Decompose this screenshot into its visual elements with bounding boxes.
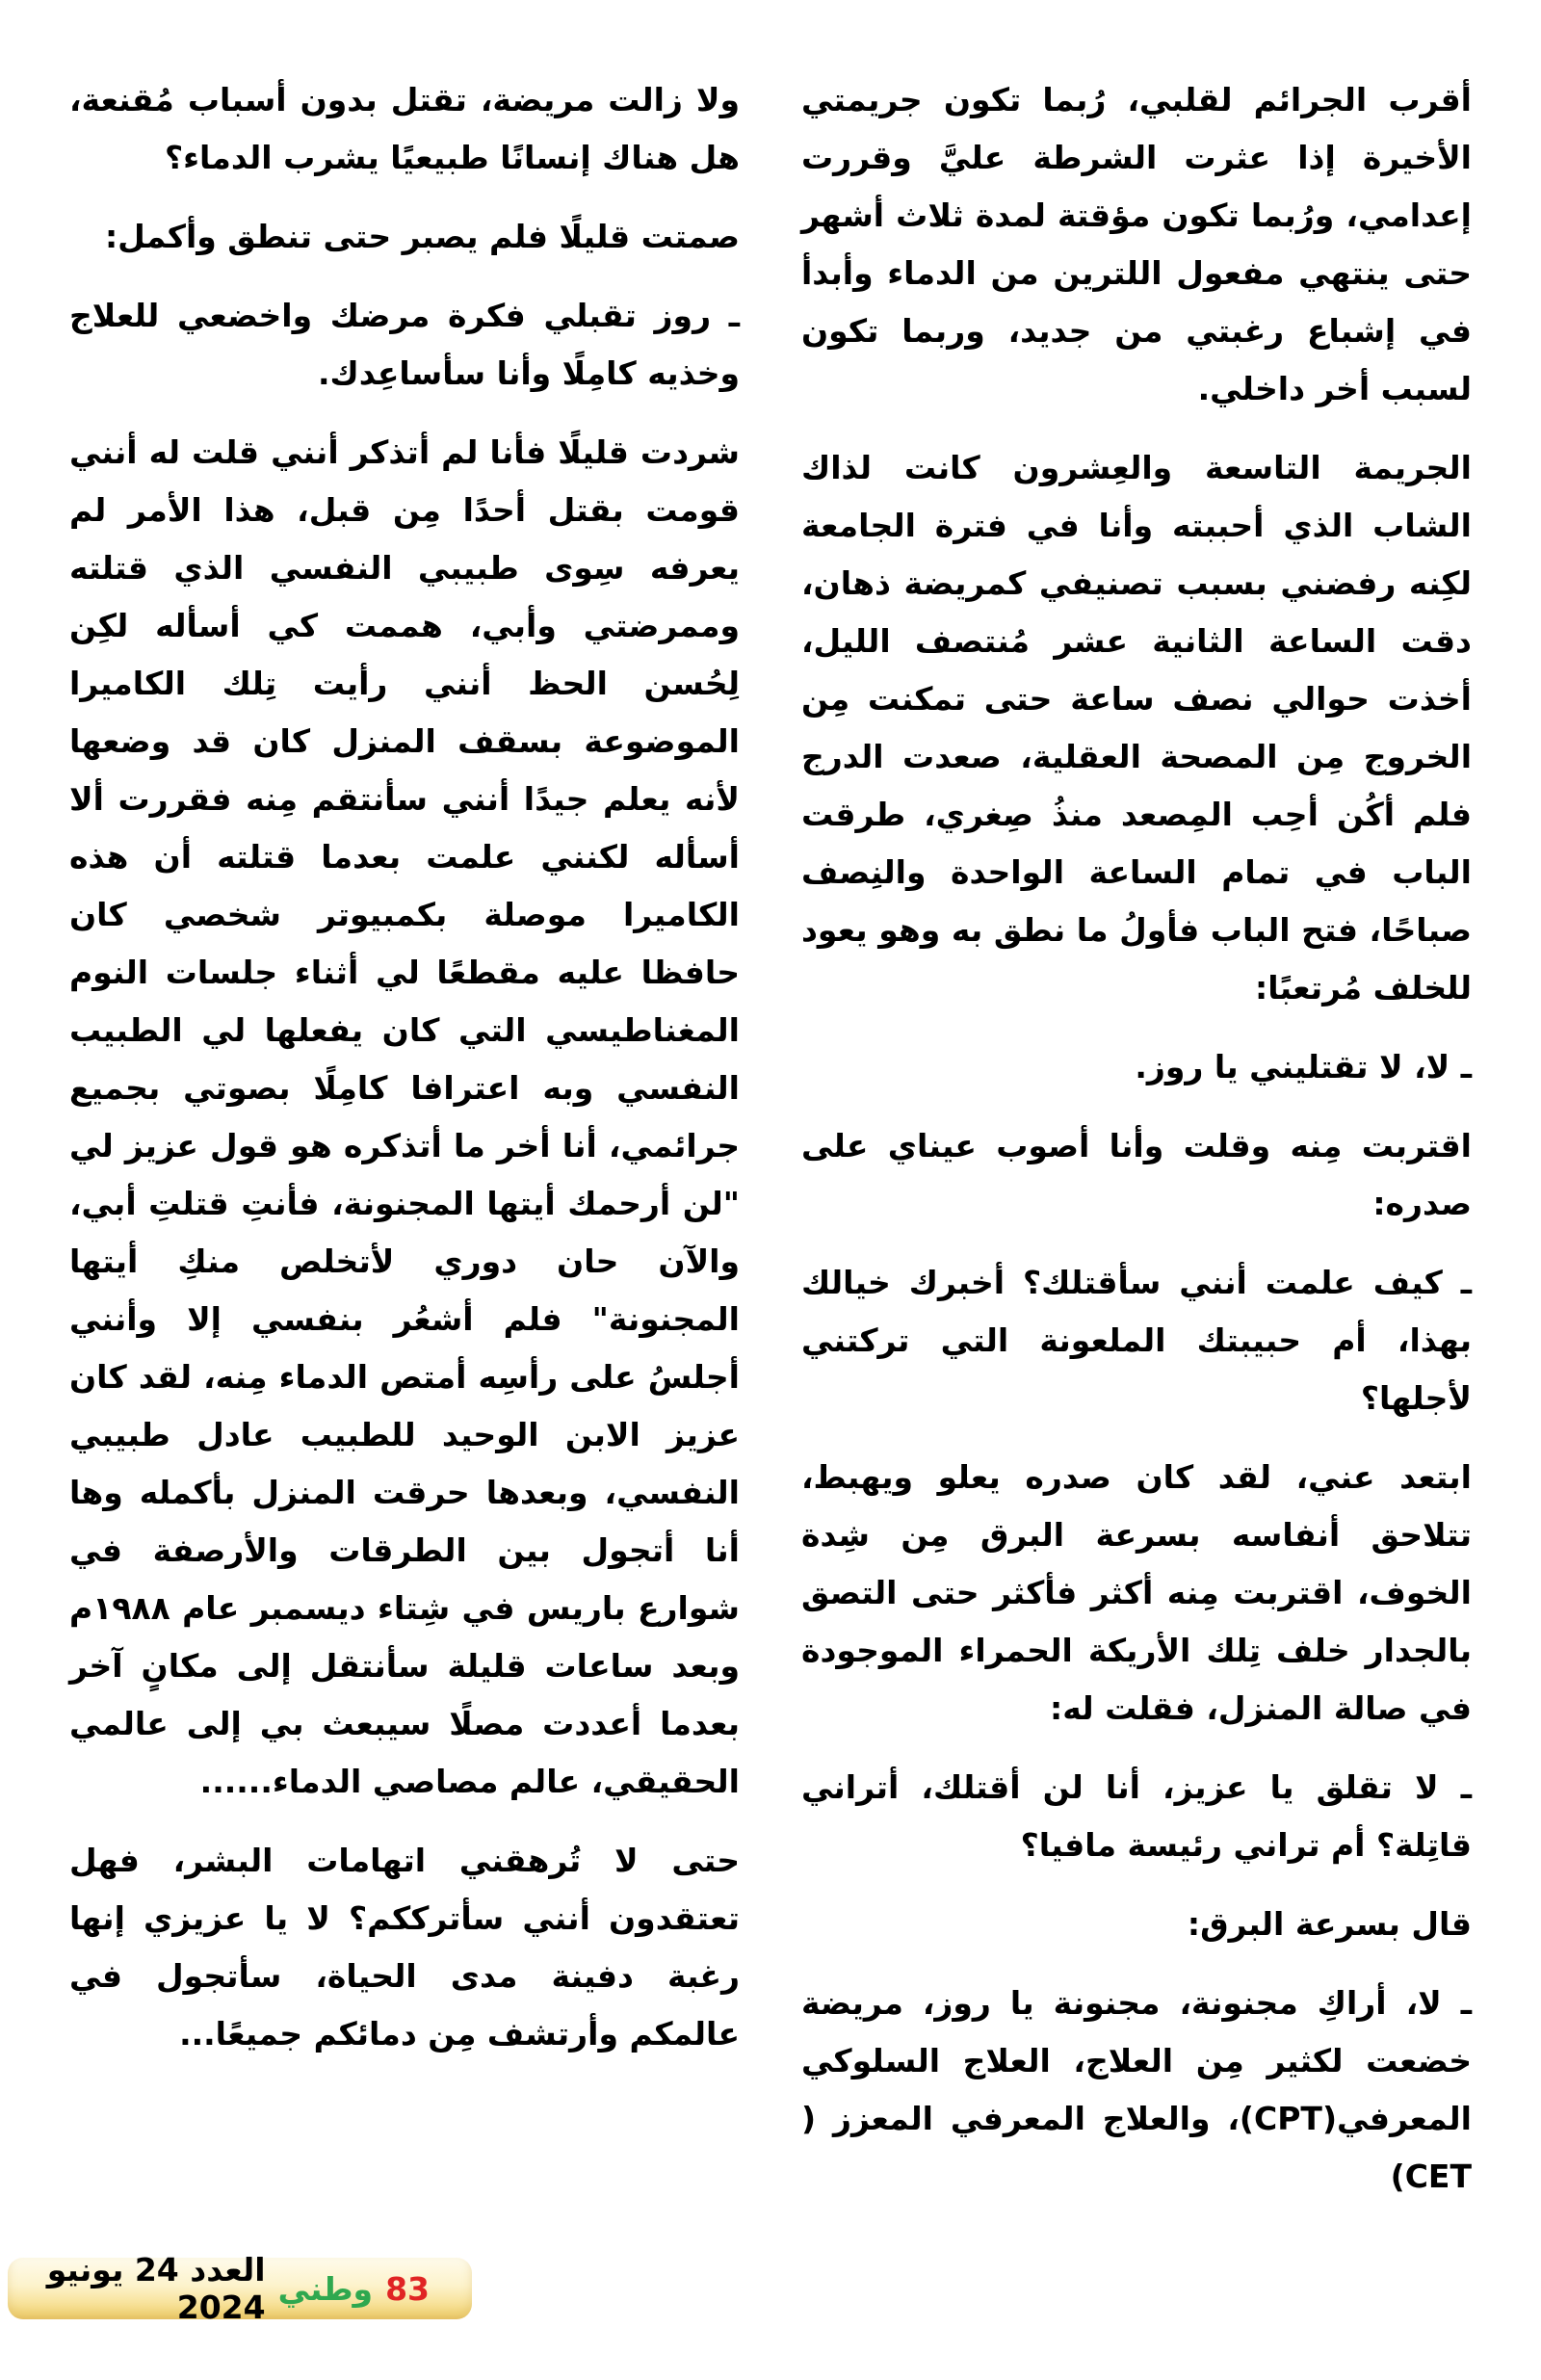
paragraph: أقرب الجرائم لقلبي، رُبما تكون جريمتي الأخيرة إذا عثرت الشرطة عليَّ وقررت إعدامي، ورُبما تكون مؤقتة لمدة ثلاث أشهر حتى ينتهي مفعول اللترين من الدماء وأبدأ في إشباع رغبتي من جديد، وربما تكون لسبب أخر داخلي.	[801, 81, 1472, 407]
footer-badge	[8, 2251, 472, 2326]
paragraph: قال بسرعة البرق:	[1187, 1905, 1472, 1943]
paragraph: ابتعد عني، لقد كان صدره يعلو ويهبط، تتلاحق أنفاسه بسرعة البرق مِن شِدة الخوف، اقتربت مِنه أكثر فأكثر حتى التصق بالجدار خلف تِلك الأريكة الحمراء الموجودة في صالة المنزل، فقلت له:	[801, 1458, 1472, 1727]
paragraph: شردت قليلًا فأنا لم أتذكر أنني قلت له أنني قومت بقتل أحدًا مِن قبل، هذا الأمر لم يعرفه سِوى طبيبي النفسي الذي قتلته وممرضتي وأبي، هممت كي أسأله لكِن لِحُسن الحظ أنني رأيت تِلك الكاميرا الموضوعة بسقف المنزل كان قد وضعها لأنه يعلم جيدًا أنني سأنتقم مِنه فقررت ألا أسأله لكنني علمت بعدما قتلته أن هذه الكاميرا موصلة بكمبيوتر شخصي كان حافظا عليه مقطعًا لي أثناء جلسات النوم المغناطيسي التي كان يفعلها لي الطبيب النفسي وبه اعترافا كامِلًا بصوتي بجميع جرائمي، أنا أخر ما أتذكره هو قول عزيز لي "لن أرحمك أيتها المجنونة، فأنتِ قتلتِ أبي، والآن حان دوري لأتخلص منكِ أيتها المجنونة" فلم أشعُر بنفسي إلا وأنني أجلسُ على رأسِه أمتص الدماء مِنه، لقد كان عزيز الابن الوحيد للطبيب عادل طبيبي النفسي، وبعدها حرقت المنزل بأكمله وها أنا أتجول بين الطرقات والأرصفة في شوارع باريس في شِتاء ديسمبر عام ١٩٨٨م وبعد ساعات قليلة سأنتقل إلى مكانٍ آخر بعدما أعددت مصلًا سيبعث بي إلى عالمي الحقيقي، عالم مصاصي الدماء......	[69, 433, 740, 1800]
paragraph: ـ لا، أراكِ مجنونة، مجنونة يا روز، مريضة خضعت لكثير مِن العلاج، العلاج السلوكي المعرفي(CPT)، والعلاج المعرفي المعزز ( CET)	[801, 1984, 1472, 2195]
paragraph: ـ لا تقلق يا عزيز، أنا لن أقتلك، أتراني قاتِلة؟ أم تراني رئيسة مافيا؟	[801, 1768, 1472, 1864]
paragraph: ولا زالت مريضة، تقتل بدون أسباب مُقنعة، هل هناك إنسانًا طبيعيًا يشرب الدماء؟	[69, 81, 740, 176]
column-left	[69, 71, 740, 2227]
column-right	[801, 71, 1472, 2227]
paragraph: الجريمة التاسعة والعِشرون كانت لذاك الشاب الذي أحببته وأنا في فترة الجامعة لكِنه رفضني بسبب تصنيفي كمريضة ذهان، دقت الساعة الثانية عشر مُنتصف الليل، أخذت حوالي نصف ساعة حتى تمكنت مِن الخروج مِن المصحة العقلية، صعدت الدرج فلم أكُن أحِب المِصعد منذُ صِغري، طرقت الباب في تمام الساعة الواحدة والنِصف صباحًا، فتح الباب فأولُ ما نطق به وهو يعود للخلف مُرتعبًا:	[801, 449, 1472, 1007]
magazine-name: وطني	[277, 2269, 374, 2308]
paragraph: صمتت قليلًا فلم يصبر حتى تنطق وأكمل:	[104, 218, 740, 255]
paragraph: حتى لا تُرهقني اتهامات البشر، فهل تعتقدون أنني سأترككم؟ لا يا عزيزي إنها رغبة دفينة مدى الحياة، سأتجول في عالمكم وأرتشف مِن دمائكم جميعًا...	[69, 1842, 740, 2053]
issue-info: العدد 24 يونيو 2024	[46, 2251, 266, 2326]
paragraph: ـ روز تقبلي فكرة مرضك واخضعي للعلاج وخذيه كامِلًا وأنا سأساعِدك.	[69, 297, 740, 392]
page-number: 83	[385, 2269, 430, 2308]
paragraph: ـ لا، لا تقتليني يا روز.	[1135, 1048, 1472, 1085]
paragraph: ـ كيف علمت أنني سأقتلك؟ أخبرك خيالك بهذا، أم حبيبتك الملعونة التي تركتني لأجلها؟	[801, 1264, 1472, 1417]
article-columns	[69, 71, 1472, 2227]
paragraph: اقتربت مِنه وقلت وأنا أصوب عيناي على صدره:	[801, 1127, 1472, 1222]
